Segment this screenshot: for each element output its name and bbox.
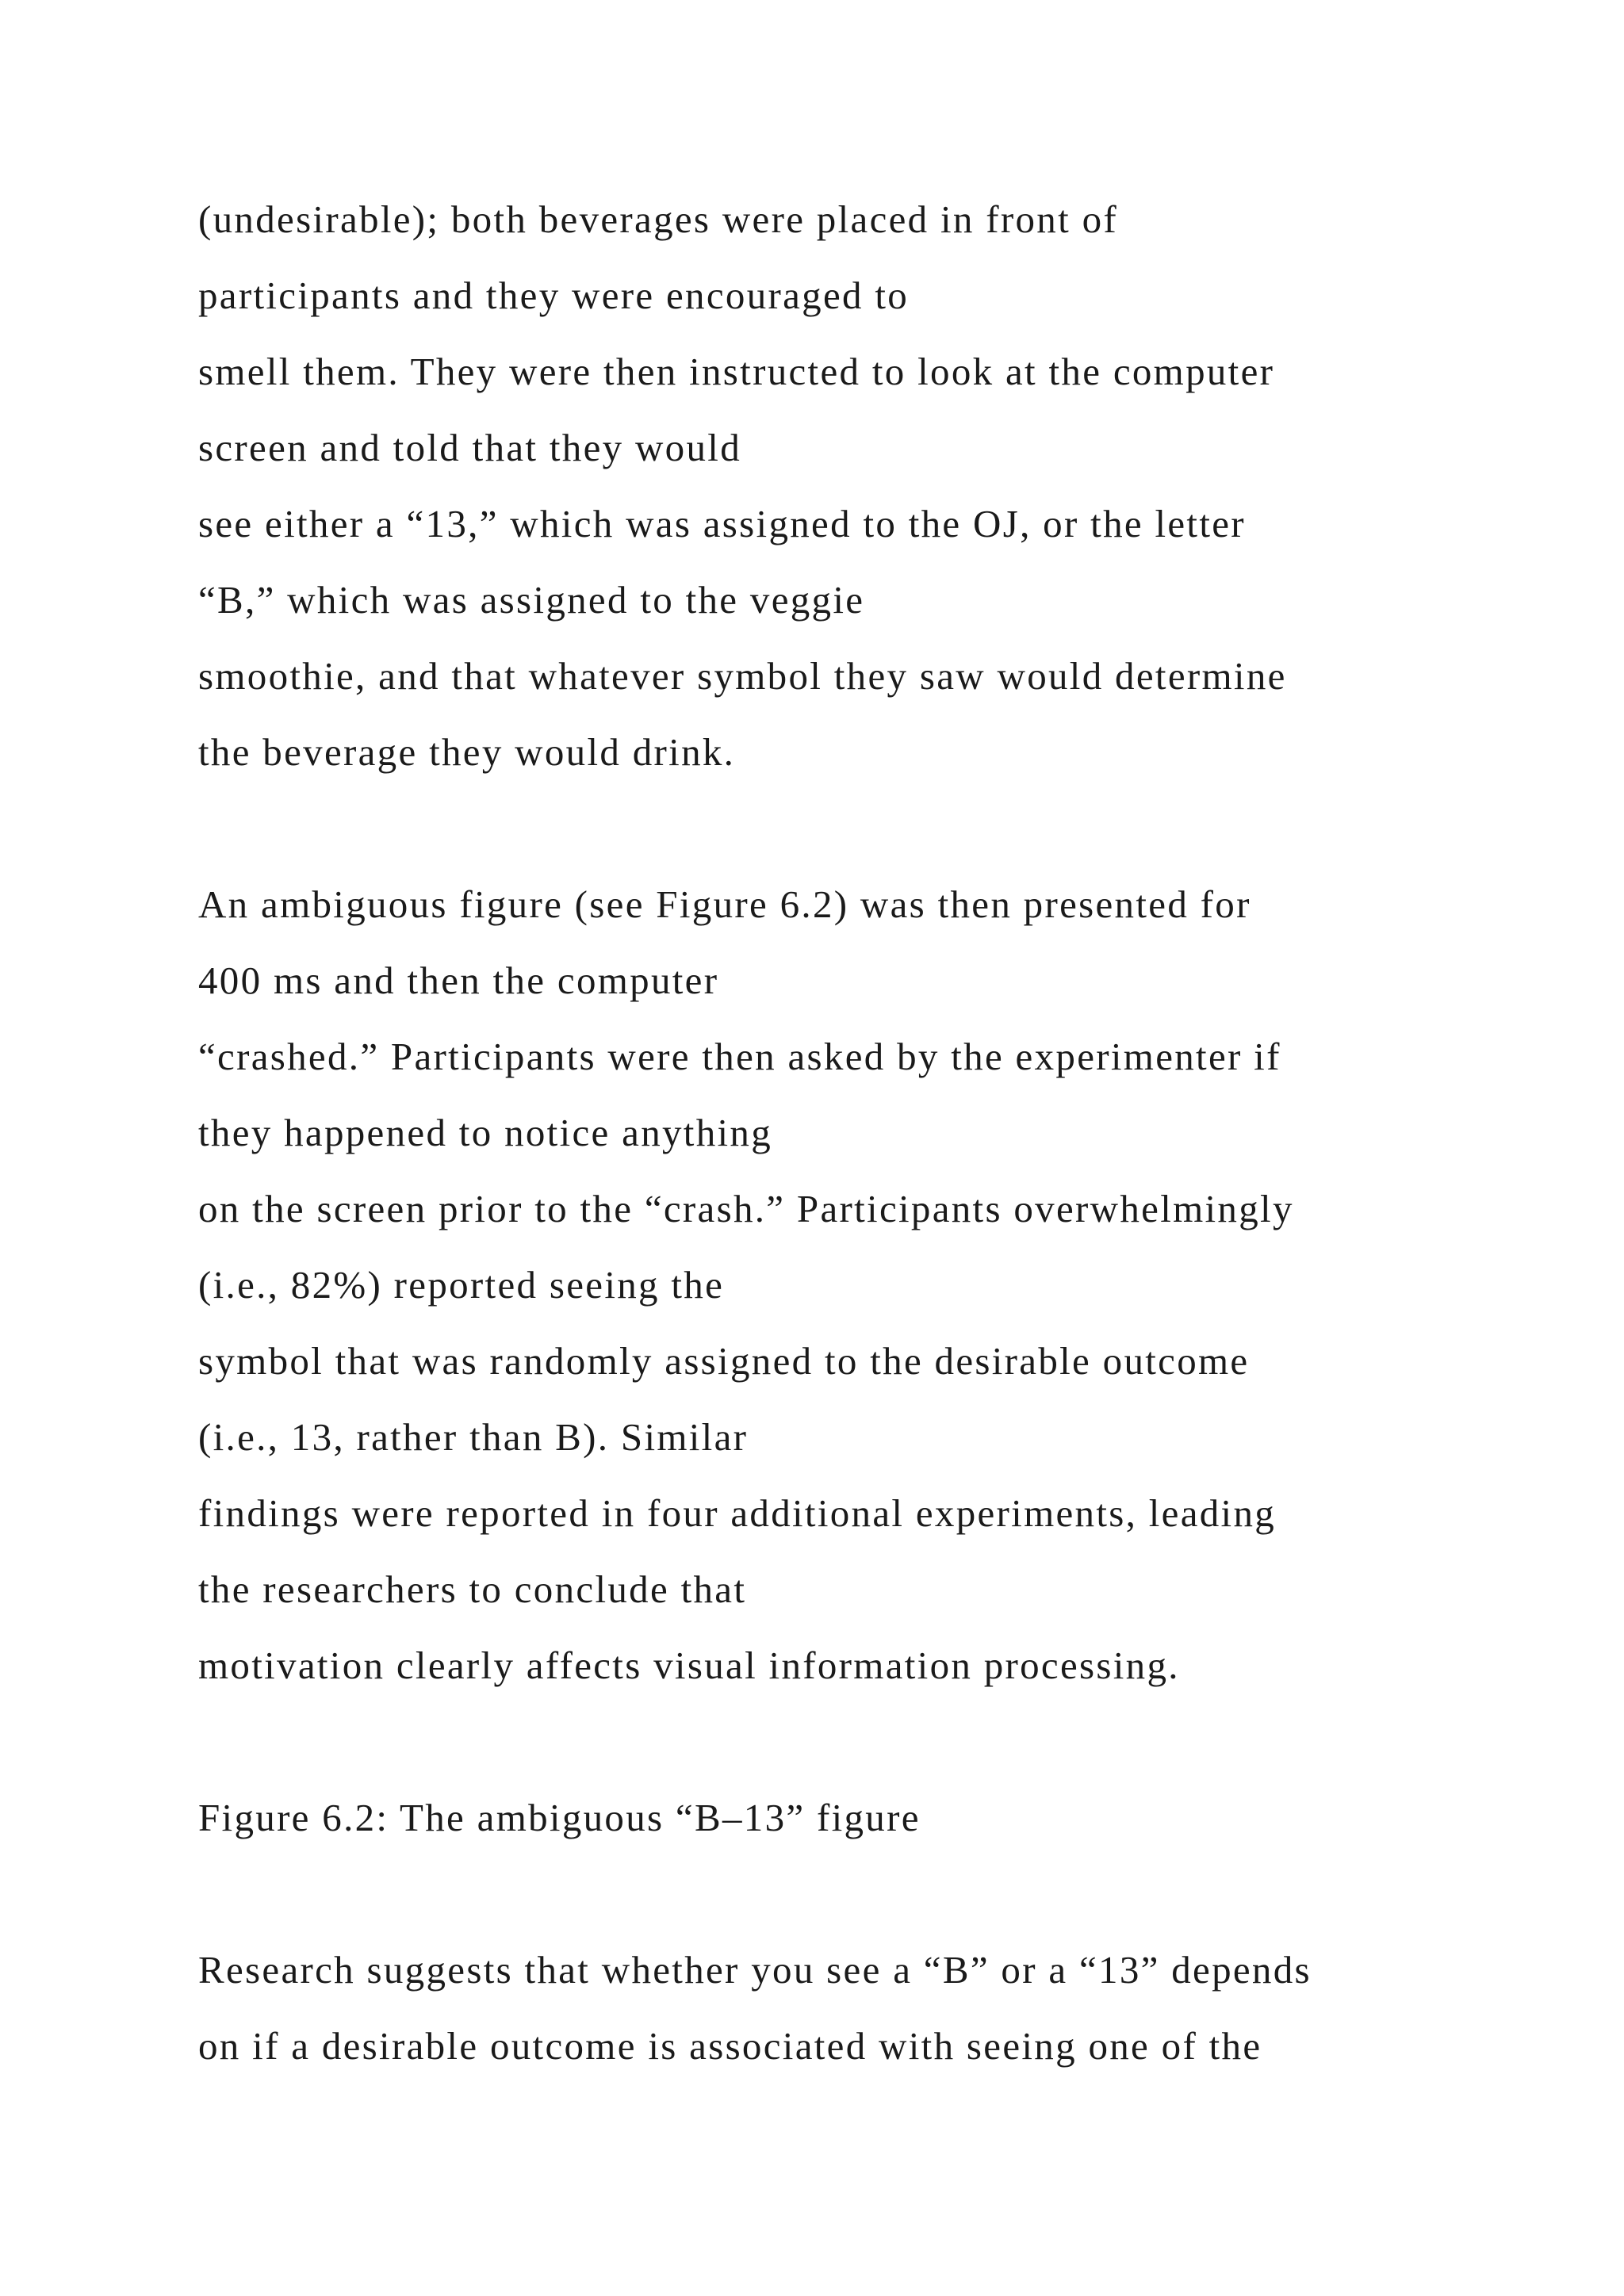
text-line: the researchers to conclude that: [198, 1567, 747, 1611]
text-line: findings were reported in four additional experiments, leading: [198, 1491, 1277, 1535]
figure-caption: Figure 6.2: The ambiguous “B–13” figure: [198, 1796, 921, 1839]
text-line: see either a “13,” which was assigned to the OJ, or the letter: [198, 502, 1246, 545]
text-line: screen and told that they would: [198, 426, 741, 469]
text-line: symbol that was randomly assigned to the desirable outcome: [198, 1339, 1250, 1383]
text-line: smell them. They were then instructed to look at the computer: [198, 350, 1275, 393]
text-line: (i.e., 13, rather than B). Similar: [198, 1415, 749, 1459]
text-line: motivation clearly affects visual information processing.: [198, 1644, 1180, 1687]
text-line: they happened to notice anything: [198, 1111, 773, 1154]
text-line: on the screen prior to the “crash.” Participants overwhelmingly: [198, 1187, 1294, 1230]
text-line: (undesirable); both beverages were placed in front of: [198, 197, 1118, 241]
text-line: “crashed.” Participants were then asked by the experimenter if: [198, 1035, 1281, 1078]
text-line: An ambiguous figure (see Figure 6.2) was then presented for: [198, 882, 1251, 926]
text-line: 400 ms and then the computer: [198, 959, 719, 1002]
text-line: Research suggests that whether you see a “B” or a “13” depends: [198, 1948, 1312, 1992]
text-line: smoothie, and that whatever symbol they saw would determine: [198, 654, 1287, 698]
text-line: participants and they were encouraged to: [198, 274, 910, 317]
text-line: on if a desirable outcome is associated with seeing one of the: [198, 2024, 1262, 2068]
text-line: the beverage they would drink.: [198, 730, 736, 774]
text-line: (i.e., 82%) reported seeing the: [198, 1263, 725, 1307]
text-line: “B,” which was assigned to the veggie: [198, 578, 865, 622]
